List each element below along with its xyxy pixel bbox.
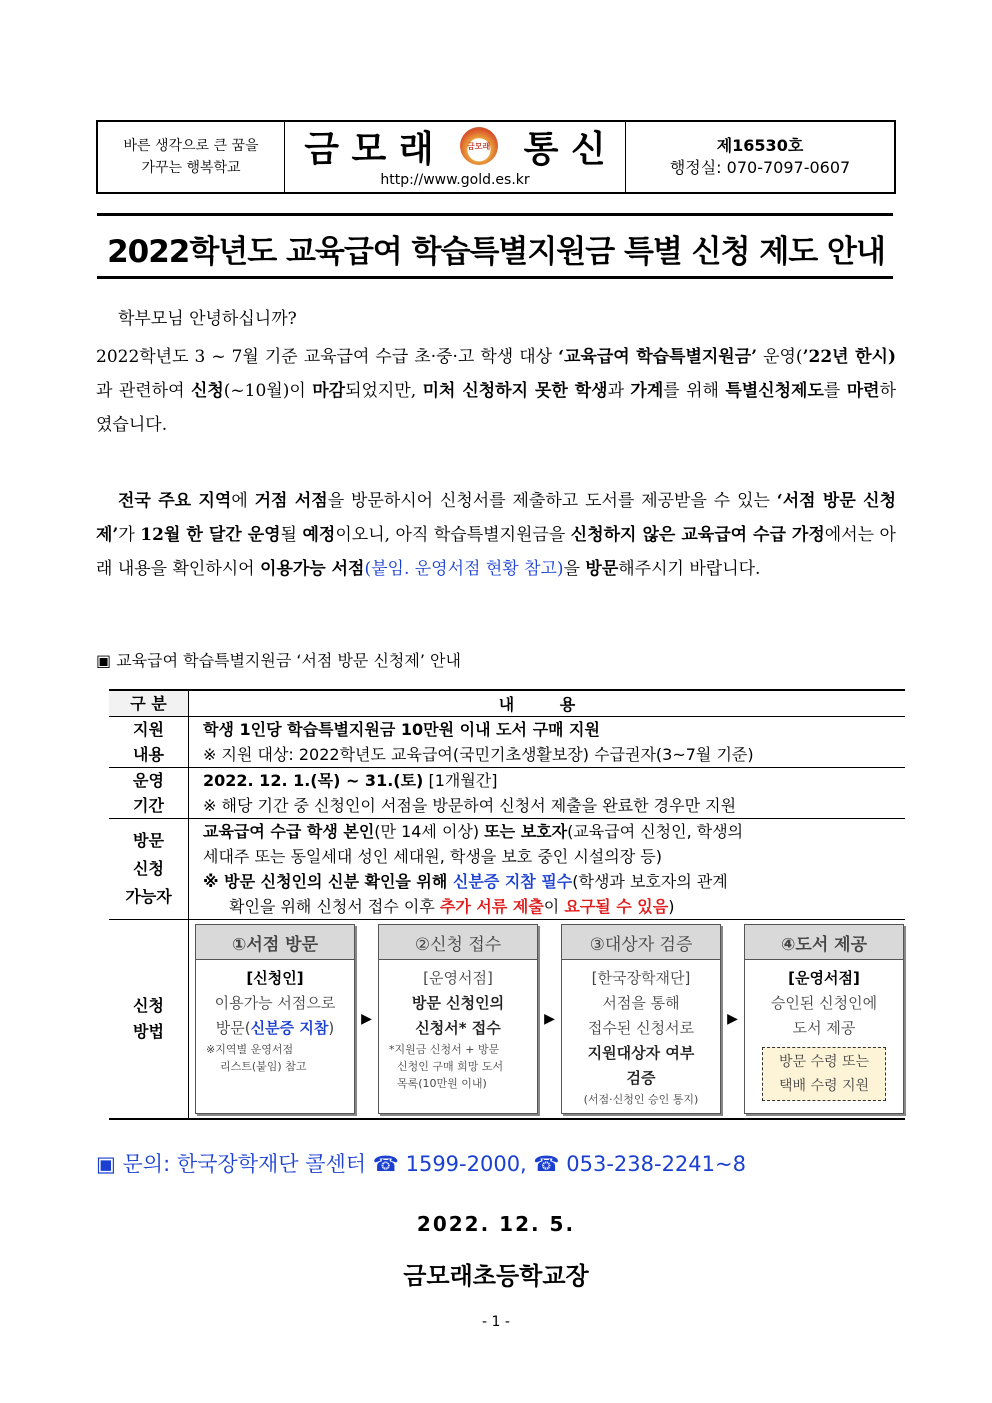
newsletter-name (285, 122, 625, 170)
step-application-receipt: ②신청 접수 [운영서점] 방문 신청인의 신청서* 접수 *지원금 신청서 + 방문 신청인 구매 희망 도서 목록(10만원 이내) (378, 924, 538, 1114)
period-label: 운영 기간 (109, 768, 189, 819)
principal-signature: 금모래초등학교장 (403, 1262, 589, 1290)
header-category: 구 분 (109, 690, 189, 717)
support-content: 학생 1인당 학습특별지원금 10만원 이내 도서 구매 지원 ※ 지원 대상: 2022학년도 교육급여(국민기초생활보장) 수급권자(3~7월 기준) (203, 720, 754, 764)
delivery-option-box: 방문 수령 또는 택배 수령 지원 (762, 1047, 886, 1101)
step-book-delivery: ④도서 제공 [운영서점] 승인된 신청인에 도서 제공 방문 수령 또는 택배 수령 지원 (744, 924, 904, 1114)
eligibility-label: 방문 신청 가능자 (109, 819, 189, 920)
issue-info (626, 122, 894, 192)
method-label: 신청 방법 (109, 920, 189, 1120)
table-row-period (109, 768, 905, 819)
arrow-icon: ▶ (361, 1011, 372, 1027)
support-label: 지원 내용 (109, 717, 189, 768)
school-motto (98, 122, 285, 192)
step-bookstore-visit: ①서점 방문 [신청인] 이용가능 서점으로 방문(신분증 지참) ※지역별 운영서점 리스트(붙임) 참고 (195, 924, 355, 1114)
method-content (189, 920, 906, 1120)
intro-paragraph: 2022학년도 3 ~ 7월 기준 교육급여 수급 초·중·고 학생 대상 ‘교육급여 학습특별지원금’ 운영(’22년 한시)과 관련하여 신청(~10월)이 마감되었지만, 미처 신청하지 못한 학생과 가계를 위해 특별신청제도를 마련하였습니다. (96, 347, 897, 435)
table-row-support (109, 717, 905, 768)
issue-date: 2022. 12. 5. (416, 1212, 576, 1236)
inquiry-line: ▣ 문의: 한국장학재단 콜센터 ☎ 1599-2000, ☎ 053-238-2241~8 (96, 1152, 746, 1176)
title-rule-bottom (97, 276, 893, 279)
motto-line2: 가꾸는 행복학교 (141, 160, 241, 176)
school-url[interactable]: http://www.gold.es.kr (380, 172, 530, 188)
info-paragraph: 전국 주요 지역에 거점 서점을 방문하시어 신청서를 제출하고 도서를 제공받을 수 있는 ‘서점 방문 신청제’가 12월 한 달간 운영될 예정이오니, 아직 학습특별지원금을 신청하지 않은 교육급여 수급 가정에서는 아래 내용을 확인하시어 이용가능 서점(붙임. 운영서점 현황 참고)을 방문해주시기 바랍니다. (96, 491, 897, 579)
table-row-method (109, 920, 905, 1120)
table-row-eligibility (109, 819, 905, 920)
motto-line1: 바른 생각으로 큰 꿈을 (123, 138, 259, 154)
newsletter-name-left: 금 모 래 (304, 128, 434, 170)
newsletter-name-block (285, 122, 626, 192)
arrow-icon: ▶ (544, 1011, 555, 1027)
issue-number: 제16530호 (716, 136, 804, 155)
document-title: 2022학년도 교육급여 학습특별지원금 특별 신청 제도 안내 (107, 234, 885, 270)
newsletter-header (96, 120, 896, 194)
period-content: 2022. 12. 1.(목) ~ 31.(토) [1개월간] ※ 해당 기간 중 신청인이 서점을 방문하여 신청서 제출을 완료한 경우만 지원 (203, 771, 737, 815)
process-steps (189, 920, 905, 1118)
office-phone: 행정실: 070-7097-0607 (669, 158, 851, 177)
arrow-icon: ▶ (727, 1011, 738, 1027)
table-header-row (109, 690, 905, 717)
header-content: 내 용 (498, 695, 596, 714)
greeting: 학부모님 안녕하십니까? (118, 309, 297, 329)
page-number: - 1 - (482, 1314, 510, 1330)
section-heading: ▣ 교육급여 학습특별지원금 ‘서점 방문 신청제’ 안내 (96, 651, 461, 670)
newsletter-name-right: 통 신 (523, 128, 606, 170)
step-eligibility-check: ③대상자 검증 [한국장학재단] 서점을 통해 접수된 신청서로 지원대상자 여부 검증 (서점·신청인 승인 통지) (561, 924, 721, 1114)
title-rule-top (97, 213, 893, 216)
school-logo-icon: 금모래 (460, 127, 498, 165)
info-table (109, 689, 905, 1120)
eligibility-content: 교육급여 수급 학생 본인(만 14세 이상) 또는 보호자(교육급여 신청인, 학생의 세대주 또는 동일세대 성인 세대원, 학생을 보호 중인 시설의장 등) ※ 방문 신청인의 신분 확인을 위해 신분증 지참 필수(학생과 보호자의 관계 확인을 위해 신청서 접수 이후 추가 서류 제출이 요구될 수 있음) (203, 822, 744, 916)
